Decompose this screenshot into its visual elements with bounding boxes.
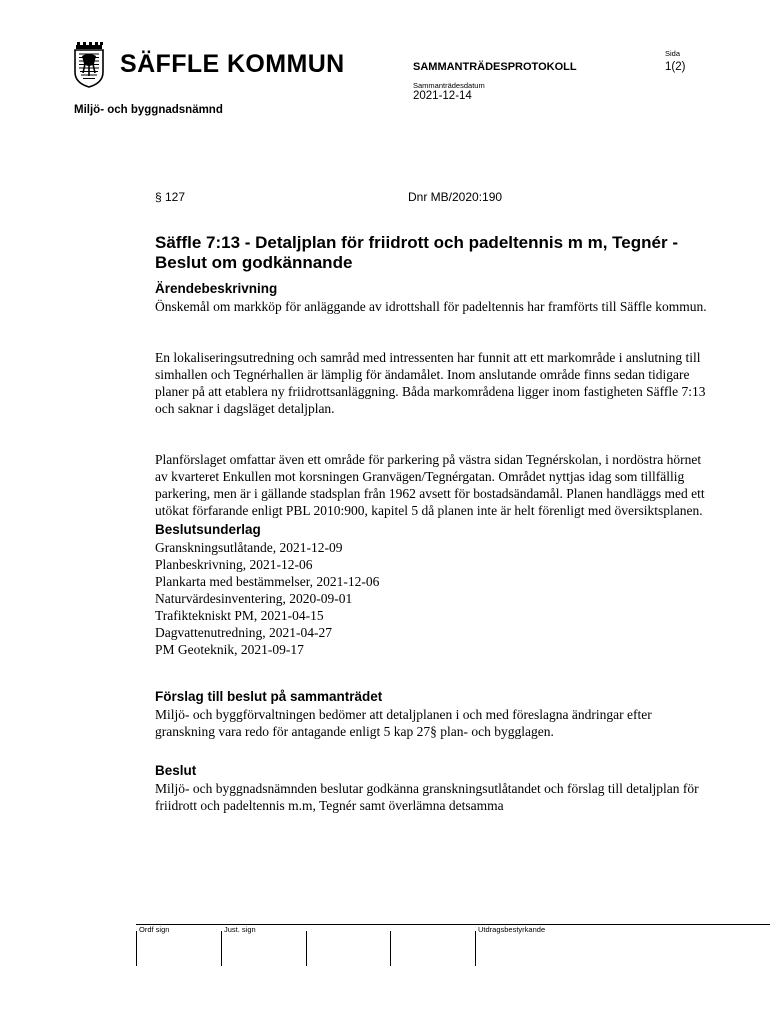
list-item: Granskningsutlåtande, 2021-12-09 xyxy=(155,540,343,555)
list-item: PM Geoteknik, 2021-09-17 xyxy=(155,642,304,657)
section-heading-beslutsunderlag: Beslutsunderlag xyxy=(155,522,261,537)
committee-name: Miljö- och byggnadsnämnd xyxy=(74,104,223,116)
municipality-name: SÄFFLE KOMMUN xyxy=(120,50,345,78)
signature-box-divider xyxy=(475,931,476,966)
paragraph-number: § 127 xyxy=(155,190,186,204)
date-label: Sammanträdesdatum xyxy=(413,81,485,90)
just-sign-label: Just. sign xyxy=(224,925,256,934)
document-type: SAMMANTRÄDESPROTOKOLL xyxy=(413,61,577,73)
list-item: Naturvärdesinventering, 2020-09-01 xyxy=(155,591,353,606)
arende-paragraph: En lokaliseringsutredning och samråd med intressenten har funnit att ett markområde i anslutning till simhallen och Tegnérhallen är lämplig för ändamålet. Inom anslutande område finns sedan tidigare planer på att etablera ny friidrottsanläggning. Båda markområdena ligger inom fastigheten Säffle 7:13 och saknar i dagsläget detaljplan. xyxy=(155,350,706,416)
document-body xyxy=(155,280,715,814)
page-label: Sida xyxy=(665,49,681,58)
signature-box-divider xyxy=(136,931,137,966)
diary-number: Dnr MB/2020:190 xyxy=(408,190,503,204)
section-heading-beslut: Beslut xyxy=(155,763,197,778)
section-heading-arendebeskrivning: Ärendebeskrivning xyxy=(155,281,278,296)
meeting-date: 2021-12-14 xyxy=(413,90,472,102)
arende-paragraph: Planförslaget omfattar även ett område för parkering på västra sidan Tegnérskolan, i nordöstra hörnet av kvarteret Enkullen mot korsningen Granvägen/Tegnérgatan. Området nyttjas idag som tillfällig parkering, men är i gällande stadsplan från 1962 avsett för bostadsändamål. Planen handläggs med ett utökat förfarande enligt PBL 2010:900, kapitel 5 då planen inte är helt förenligt med översiktsplanen. xyxy=(155,452,705,518)
case-title: Säffle 7:13 - Detaljplan för friidrott och padeltennis m m, Tegnér - Beslut om godkännande xyxy=(155,233,678,272)
list-item: Dagvattenutredning, 2021-04-27 xyxy=(155,625,332,640)
signature-box-divider xyxy=(221,931,222,966)
arende-paragraph: Önskemål om markköp för anläggande av idrottshall för padeltennis har framförts till Säffle kommun. xyxy=(155,299,707,314)
signature-box-divider xyxy=(306,931,307,966)
list-item: Planbeskrivning, 2021-12-06 xyxy=(155,557,313,572)
coat-of-arms-icon xyxy=(74,42,104,88)
list-item: Plankarta med bestämmelser, 2021-12-06 xyxy=(155,574,380,589)
utdragsbestyrkande-label: Utdragsbestyrkande xyxy=(478,925,546,934)
beslut-text: Miljö- och byggnadsnämnden beslutar godkänna granskningsutlåtandet och förslag till detaljplan för friidrott och padeltennis m.m, Tegnér samt överlämna detsamma xyxy=(155,781,699,813)
ordf-sign-label: Ordf sign xyxy=(139,925,170,934)
forslag-text: Miljö- och byggförvaltningen bedömer att detaljplanen i och med föreslagna ändringar efter granskning vara redo för antagande enligt 5 kap 27§ plan- och bygglagen. xyxy=(155,707,652,739)
signature-box-divider xyxy=(390,931,391,966)
page-number: 1(2) xyxy=(665,61,686,73)
beslutsunderlag-list xyxy=(155,539,715,658)
list-item: Trafiktekniskt PM, 2021-04-15 xyxy=(155,608,324,623)
section-heading-forslag: Förslag till beslut på sammanträdet xyxy=(155,689,383,704)
